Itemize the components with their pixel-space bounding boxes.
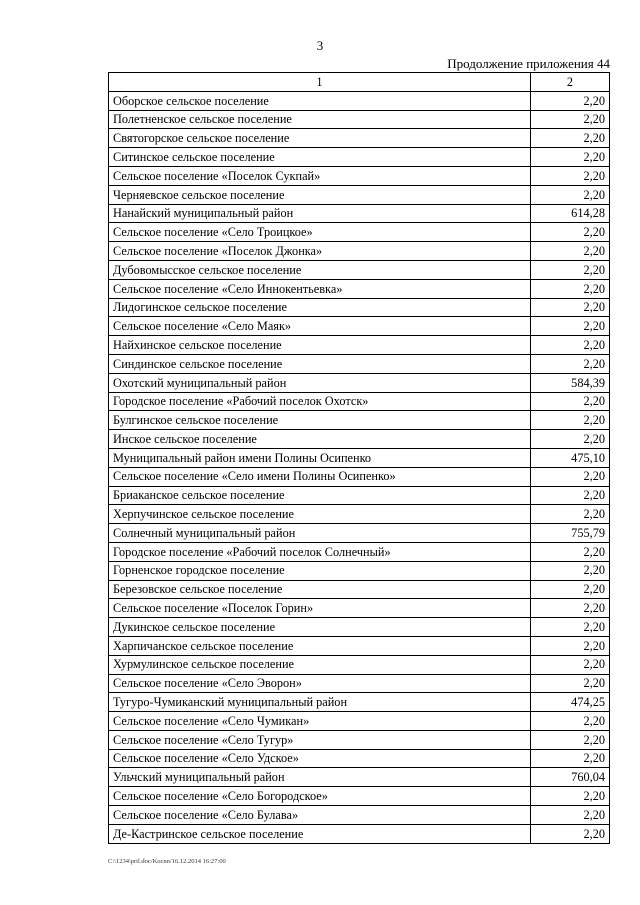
allocation-value: 2,20 [531, 824, 610, 843]
municipality-name: Черняевское сельское поселение [109, 185, 531, 204]
table-row [109, 693, 610, 712]
municipality-name: Муниципальный район имени Полины Осипенко [109, 448, 531, 467]
allocation-value: 2,20 [531, 486, 610, 505]
table-row [109, 448, 610, 467]
allocation-value: 2,20 [531, 505, 610, 524]
municipality-name: Сельское поселение «Поселок Сукпай» [109, 166, 531, 185]
allocation-value: 2,20 [531, 223, 610, 242]
allocation-table [108, 72, 610, 844]
municipality-name: Сельское поселение «Село Чумикан» [109, 712, 531, 731]
table-row [109, 730, 610, 749]
allocation-value: 474,25 [531, 693, 610, 712]
table-row [109, 223, 610, 242]
allocation-value: 2,20 [531, 580, 610, 599]
allocation-value: 2,20 [531, 91, 610, 110]
municipality-name: Сельское поселение «Село имени Полины Осипенко» [109, 467, 531, 486]
table-row [109, 260, 610, 279]
allocation-value: 2,20 [531, 279, 610, 298]
table-row [109, 411, 610, 430]
allocation-value: 2,20 [531, 148, 610, 167]
table-row [109, 768, 610, 787]
table-header-row [109, 73, 610, 92]
municipality-name: Сельское поселение «Село Удское» [109, 749, 531, 768]
table-row [109, 542, 610, 561]
allocation-value: 584,39 [531, 373, 610, 392]
table-row [109, 806, 610, 825]
file-path-footer: C:\1234\pril.doc/Kocnn/16.12.2014 16:27:00 [108, 858, 226, 865]
table-row [109, 467, 610, 486]
allocation-value: 614,28 [531, 204, 610, 223]
allocation-value: 2,20 [531, 298, 610, 317]
table-row [109, 204, 610, 223]
table-row [109, 749, 610, 768]
municipality-name: Городское поселение «Рабочий поселок Солнечный» [109, 542, 531, 561]
column-header-1: 1 [109, 73, 531, 92]
municipality-name: Инское сельское поселение [109, 430, 531, 449]
table-row [109, 279, 610, 298]
table-row [109, 242, 610, 261]
allocation-value: 2,20 [531, 674, 610, 693]
allocation-value: 2,20 [531, 242, 610, 261]
municipality-name: Сельское поселение «Село Эворон» [109, 674, 531, 693]
allocation-value: 2,20 [531, 618, 610, 637]
allocation-value: 2,20 [531, 336, 610, 355]
allocation-value: 2,20 [531, 430, 610, 449]
table-row [109, 580, 610, 599]
municipality-name: Лидогинское сельское поселение [109, 298, 531, 317]
municipality-name: Ульчский муниципальный район [109, 768, 531, 787]
table-row [109, 354, 610, 373]
municipality-name: Святогорское сельское поселение [109, 129, 531, 148]
table-row [109, 505, 610, 524]
table-row [109, 430, 610, 449]
allocation-value: 2,20 [531, 110, 610, 129]
column-header-2: 2 [531, 73, 610, 92]
municipality-name: Горненское городское поселение [109, 561, 531, 580]
municipality-name: Сельское поселение «Поселок Джонка» [109, 242, 531, 261]
table-row [109, 599, 610, 618]
table-row [109, 655, 610, 674]
municipality-name: Ситинское сельское поселение [109, 148, 531, 167]
page-number: 3 [316, 38, 324, 53]
allocation-value: 2,20 [531, 129, 610, 148]
allocation-value: 2,20 [531, 411, 610, 430]
allocation-value: 755,79 [531, 524, 610, 543]
municipality-name: Оборское сельское поселение [109, 91, 531, 110]
municipality-name: Сельское поселение «Село Богородское» [109, 787, 531, 806]
municipality-name: Синдинское сельское поселение [109, 354, 531, 373]
table-row [109, 185, 610, 204]
municipality-name: Сельское поселение «Село Иннокентьевка» [109, 279, 531, 298]
allocation-value: 2,20 [531, 354, 610, 373]
table-row [109, 636, 610, 655]
municipality-name: Бриаканское сельское поселение [109, 486, 531, 505]
municipality-name: Сельское поселение «Село Тугур» [109, 730, 531, 749]
table-row [109, 787, 610, 806]
table-row [109, 674, 610, 693]
municipality-name: Хурмулинское сельское поселение [109, 655, 531, 674]
table-row [109, 91, 610, 110]
municipality-name: Найхинское сельское поселение [109, 336, 531, 355]
table-row [109, 824, 610, 843]
allocation-value: 2,20 [531, 787, 610, 806]
allocation-value: 475,10 [531, 448, 610, 467]
allocation-value: 2,20 [531, 806, 610, 825]
allocation-value: 2,20 [531, 636, 610, 655]
continuation-label: Продолжение приложения 44 [447, 56, 610, 71]
allocation-value: 2,20 [531, 317, 610, 336]
municipality-name: Полетненское сельское поселение [109, 110, 531, 129]
municipality-name: Тугуро-Чумиканский муниципальный район [109, 693, 531, 712]
allocation-value: 2,20 [531, 712, 610, 731]
municipality-name: Харпичанское сельское поселение [109, 636, 531, 655]
municipality-name: Сельское поселение «Село Троицкое» [109, 223, 531, 242]
allocation-value: 2,20 [531, 599, 610, 618]
allocation-value: 760,04 [531, 768, 610, 787]
allocation-value: 2,20 [531, 392, 610, 411]
municipality-name: Городское поселение «Рабочий поселок Охотск» [109, 392, 531, 411]
allocation-value: 2,20 [531, 561, 610, 580]
table-row [109, 317, 610, 336]
municipality-name: Дукинское сельское поселение [109, 618, 531, 637]
allocation-value: 2,20 [531, 260, 610, 279]
municipality-name: Херпучинское сельское поселение [109, 505, 531, 524]
municipality-name: Сельское поселение «Село Булава» [109, 806, 531, 825]
table-row [109, 336, 610, 355]
municipality-name: Сельское поселение «Поселок Горин» [109, 599, 531, 618]
municipality-name: Де-Кастринское сельское поселение [109, 824, 531, 843]
allocation-value: 2,20 [531, 730, 610, 749]
municipality-name: Солнечный муниципальный район [109, 524, 531, 543]
municipality-name: Дубовомысское сельское поселение [109, 260, 531, 279]
allocation-value: 2,20 [531, 749, 610, 768]
municipality-name: Березовское сельское поселение [109, 580, 531, 599]
municipality-name: Охотский муниципальный район [109, 373, 531, 392]
allocation-value: 2,20 [531, 166, 610, 185]
table-row [109, 298, 610, 317]
table-row [109, 110, 610, 129]
allocation-value: 2,20 [531, 467, 610, 486]
table-row [109, 129, 610, 148]
allocation-value: 2,20 [531, 542, 610, 561]
table-row [109, 373, 610, 392]
table-body [109, 91, 610, 843]
municipality-name: Булгинское сельское поселение [109, 411, 531, 430]
table-row [109, 561, 610, 580]
table-row [109, 712, 610, 731]
table-row [109, 148, 610, 167]
allocation-value: 2,20 [531, 655, 610, 674]
municipality-name: Нанайский муниципальный район [109, 204, 531, 223]
table-row [109, 166, 610, 185]
municipality-name: Сельское поселение «Село Маяк» [109, 317, 531, 336]
allocation-value: 2,20 [531, 185, 610, 204]
table-row [109, 524, 610, 543]
table-row [109, 392, 610, 411]
table-row [109, 486, 610, 505]
table-row [109, 618, 610, 637]
